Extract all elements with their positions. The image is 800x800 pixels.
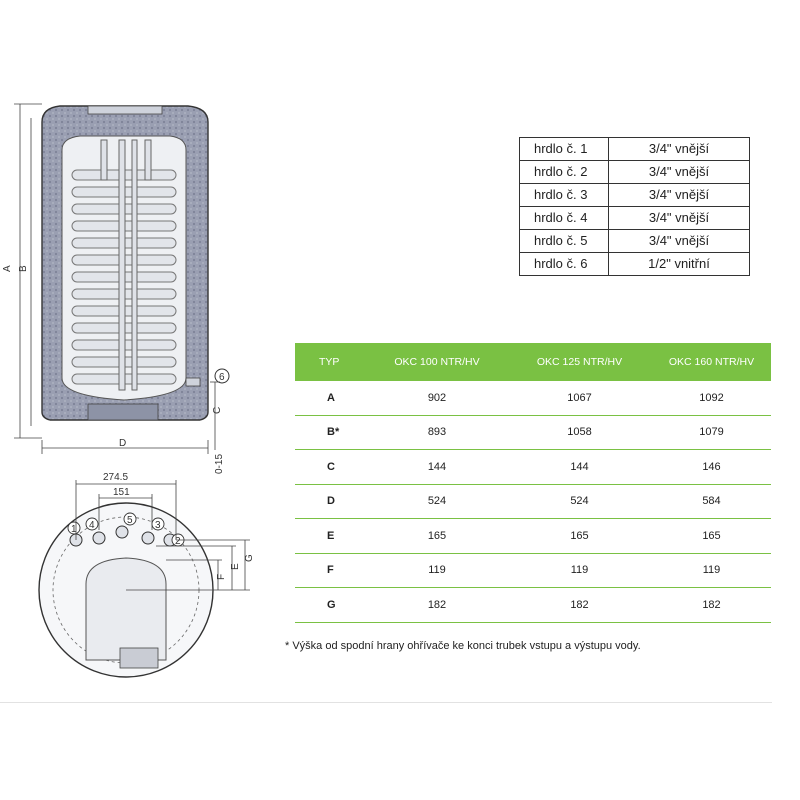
fitting-name: hrdlo č. 4 xyxy=(520,207,609,230)
table-row xyxy=(295,381,771,416)
fitting-value: 1/2" vnitřní xyxy=(609,253,750,276)
dim-F-label: F xyxy=(216,573,227,580)
row-label: A xyxy=(327,391,335,404)
header-okc100: OKC 100 NTR/HV xyxy=(394,356,480,368)
table-row xyxy=(520,253,750,276)
dim-E-label: E xyxy=(230,563,241,570)
dim-B-label: B xyxy=(18,265,29,272)
fitting-name: hrdlo č. 6 xyxy=(520,253,609,276)
fitting-name: hrdlo č. 3 xyxy=(520,184,609,207)
header-typ: TYP xyxy=(319,356,340,368)
cell: 119 xyxy=(570,564,589,577)
divider xyxy=(0,702,772,703)
fitting-value: 3/4" vnější xyxy=(609,230,750,253)
table-row xyxy=(295,554,771,589)
row-label: E xyxy=(327,529,335,542)
heater-side-view xyxy=(42,106,229,420)
cell: 119 xyxy=(702,564,721,577)
fitting-name: hrdlo č. 2 xyxy=(520,161,609,184)
nozzle-5-label: 5 xyxy=(127,515,133,526)
footnote: * Výška od spodní hrany ohřívače ke konci trubek vstupu a výstupu vody. xyxy=(285,640,641,652)
row-label: C xyxy=(327,460,335,473)
fitting-value: 3/4" vnější xyxy=(609,207,750,230)
cell: 182 xyxy=(702,598,721,611)
table-row xyxy=(295,519,771,554)
table-row xyxy=(520,230,750,253)
cell: 146 xyxy=(702,460,721,473)
cell: 902 xyxy=(427,391,447,404)
cell: 893 xyxy=(427,426,447,439)
fitting-value: 3/4" vnější xyxy=(609,184,750,207)
dim-A-label: A xyxy=(2,265,13,272)
cell: 182 xyxy=(427,598,447,611)
dim-width-total: 274.5 xyxy=(103,472,129,483)
nozzle-2-label: 2 xyxy=(175,536,181,547)
dim-gap-label: 0-15 xyxy=(214,453,225,474)
table-row xyxy=(295,450,771,485)
cell: 144 xyxy=(570,460,589,473)
table-row xyxy=(520,161,750,184)
cell: 584 xyxy=(702,495,721,508)
table-row xyxy=(295,416,771,451)
cell: 1079 xyxy=(699,426,724,439)
row-label: G xyxy=(327,598,336,611)
table-row xyxy=(295,588,771,623)
fittings-table xyxy=(519,137,750,276)
dimension-table xyxy=(295,343,771,623)
cell: 165 xyxy=(427,529,447,542)
row-label: D xyxy=(327,495,335,508)
row-label: F xyxy=(327,564,334,577)
fitting-value: 3/4" vnější xyxy=(609,138,750,161)
nozzle-3-label: 3 xyxy=(155,520,161,531)
nozzle-6-label: 6 xyxy=(219,372,225,383)
cell: 144 xyxy=(427,460,447,473)
row-label: B* xyxy=(327,426,340,439)
dim-width-inner: 151 xyxy=(113,487,130,498)
dim-G-label: G xyxy=(244,554,255,562)
cell: 1092 xyxy=(699,391,724,404)
cell: 165 xyxy=(570,529,589,542)
table-row xyxy=(520,207,750,230)
nozzle-1-label: 1 xyxy=(71,524,77,535)
fitting-name: hrdlo č. 5 xyxy=(520,230,609,253)
cell: 1058 xyxy=(567,426,592,439)
cell: 165 xyxy=(702,529,721,542)
cell: 524 xyxy=(427,495,447,508)
cell: 1067 xyxy=(567,391,592,404)
table-row xyxy=(520,184,750,207)
table-row xyxy=(520,138,750,161)
nozzle-4-label: 4 xyxy=(89,520,95,531)
fitting-name: hrdlo č. 1 xyxy=(520,138,609,161)
header-okc125: OKC 125 NTR/HV xyxy=(536,356,623,368)
header-okc160: OKC 160 NTR/HV xyxy=(668,356,755,368)
cell: 524 xyxy=(570,495,589,508)
fitting-value: 3/4" vnější xyxy=(609,161,750,184)
table-row xyxy=(295,485,771,520)
cell: 119 xyxy=(428,564,446,577)
dim-C-label: C xyxy=(212,406,223,414)
table-header xyxy=(295,343,771,381)
cell: 182 xyxy=(570,598,589,611)
dim-D-label: D xyxy=(119,438,127,449)
